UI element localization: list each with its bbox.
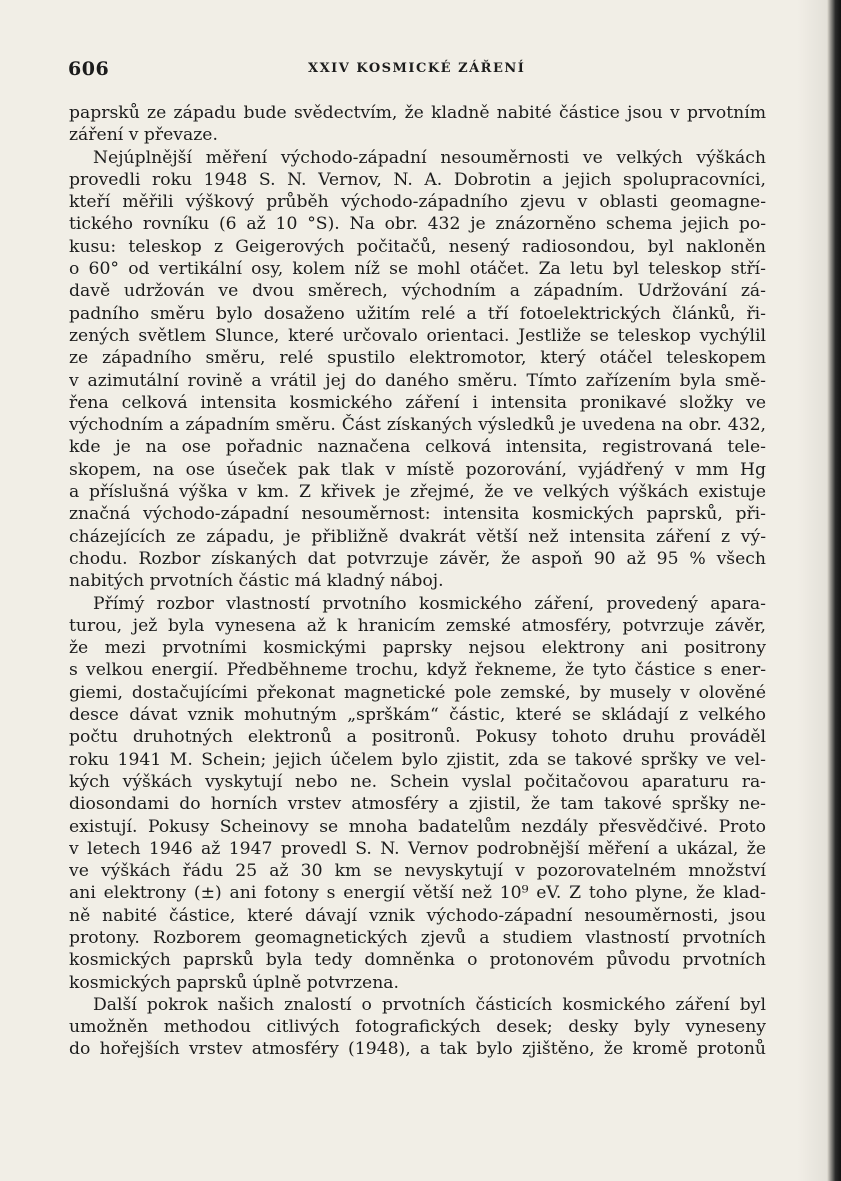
text-line: davě udržován ve dvou směrech, východním a západním. Udržování zá-	[69, 281, 766, 302]
page-number: 606	[68, 58, 110, 80]
text-line: zených světlem Slunce, které určovalo orientaci. Jestliže se teleskop vychýlil	[69, 325, 766, 346]
text-line: giemi, dostačujícími překonat magnetické pole zemské, by musely v olověné	[69, 682, 766, 703]
text-line: paprsků ze západu bude svědectvím, že kladně nabité částice jsou v prvotním	[69, 103, 766, 123]
text-line: v azimutální rovině a vrátil jej do daného směru. Tímto zařízením byla smě-	[69, 370, 766, 391]
text-line: cházejících ze západu, je přibližně dvakrát větší než intensita záření z vý-	[69, 526, 766, 547]
running-head: XXIV KOSMICKÉ ZÁŘENÍ	[308, 61, 526, 76]
text-line: protony. Rozborem geomagnetických zjevů a studiem vlastností prvotních	[69, 927, 766, 948]
text-line: značná východo-západní nesouměrnost: intensita kosmických paprsků, při-	[69, 504, 766, 525]
text-line: chodu. Rozbor získaných dat potvrzuje závěr, že aspoň 90 až 95 % všech	[69, 548, 766, 569]
text-line: východním a západním směru. Část získaných výsledků je uvedena na obr. 432,	[69, 415, 766, 436]
text-line: tického rovníku (6 až 10 °S). Na obr. 432 je znázorněno schema jejich po-	[69, 214, 766, 235]
text-line: kosmických paprsků byla tedy domněnka o protonovém původu prvotních	[69, 950, 766, 971]
text-line: že mezi prvotními kosmickými paprsky nejsou elektrony ani positrony	[69, 638, 766, 659]
text-line: roku 1941 M. Schein; jejich účelem bylo zjistit, zda se takové spršky ve vel-	[69, 749, 766, 770]
text-line: o 60° od vertikální osy, kolem níž se mohl otáčet. Za letu byl teleskop stří-	[69, 259, 766, 280]
text-line: existují. Pokusy Scheinovy se mnoha badatelům nezdály přesvědčivé. Proto	[69, 816, 766, 837]
text-line: ani elektrony (±) ani fotony s energií větší než 10⁹ eV. Z toho plyne, že klad-	[69, 883, 766, 904]
text-line: kých výškách vyskytují nebo ne. Schein vyslal počitačovou aparaturu ra-	[69, 771, 766, 792]
text-line: kde je na ose pořadnic naznačena celková intensita, registrovaná tele-	[69, 437, 766, 458]
text-line: skopem, na ose úseček pak tlak v místě pozorování, vyjádřený v mm Hg	[69, 459, 766, 480]
text-line: ve výškách řádu 25 až 30 km se nevyskytují v pozorovatelném množství	[69, 861, 766, 882]
text-line: do hořejších vrstev atmosféry (1948), a tak bylo zjištěno, že kromě protonů	[69, 1039, 766, 1060]
page-shadow	[797, 0, 827, 1181]
text-line: ně nabité částice, které dávají vznik východo-západní nesouměrnosti, jsou	[69, 905, 766, 926]
text-line: turou, jež byla vynesena až k hranicím zemské atmosféry, potvrzuje závěr,	[69, 615, 766, 636]
text-line: ze západního směru, relé spustilo elektromotor, který otáčel teleskopem	[69, 348, 766, 369]
text-line: desce dávat vznik mohutným „sprškám“ částic, které se skládají z velkého	[69, 705, 766, 726]
text-line: umožněn methodou citlivých fotografických desek; desky byly vyneseny	[69, 1017, 766, 1038]
text-line: záření v převaze.	[69, 125, 218, 146]
paragraph-start: Další pokrok našich znalostí o prvotních částicích kosmického záření byl	[93, 994, 766, 1015]
text-line: padního směru bylo dosaženo užitím relé a tří fotoelektrických článků, ři-	[69, 303, 766, 324]
text-line: kosmických paprsků úplně potvrzena.	[69, 972, 399, 993]
page-edge	[827, 0, 841, 1181]
text-line: řena celková intensita kosmického záření i intensita pronikavé složky ve	[69, 392, 766, 413]
text-line: s velkou energií. Předběhneme trochu, když řekneme, že tyto částice s ener-	[69, 660, 766, 681]
text-line: v letech 1946 až 1947 provedl S. N. Vernov podrobnější měření a ukázal, že	[69, 838, 766, 859]
text-line: nabitých prvotních částic má kladný náboj.	[69, 571, 444, 592]
text-line: kusu: teleskop z Geigerových počitačů, nesený radiosondou, byl nakloněn	[69, 236, 766, 257]
text-line: diosondami do horních vrstev atmosféry a zjistil, že tam takové spršky ne-	[69, 794, 766, 815]
text-line: provedli roku 1948 S. N. Vernov, N. A. Dobrotin a jejich spolupracovníci,	[69, 169, 766, 190]
page-header	[68, 52, 768, 82]
text-line: počtu druhotných elektronů a positronů. Pokusy tohoto druhu prováděl	[69, 727, 766, 748]
text-line: kteří měřili výškový průběh východo-západního zjevu v oblasti geomagne-	[69, 192, 766, 213]
body-text	[69, 102, 766, 1061]
text-line: a příslušná výška v km. Z křivek je zřejmé, že ve velkých výškách existuje	[69, 482, 766, 503]
paragraph-start: Přímý rozbor vlastností prvotního kosmického záření, provedený apara-	[93, 593, 766, 614]
paragraph-start: Nejúplnější měření východo-západní nesouměrnosti ve velkých výškách	[93, 147, 766, 168]
